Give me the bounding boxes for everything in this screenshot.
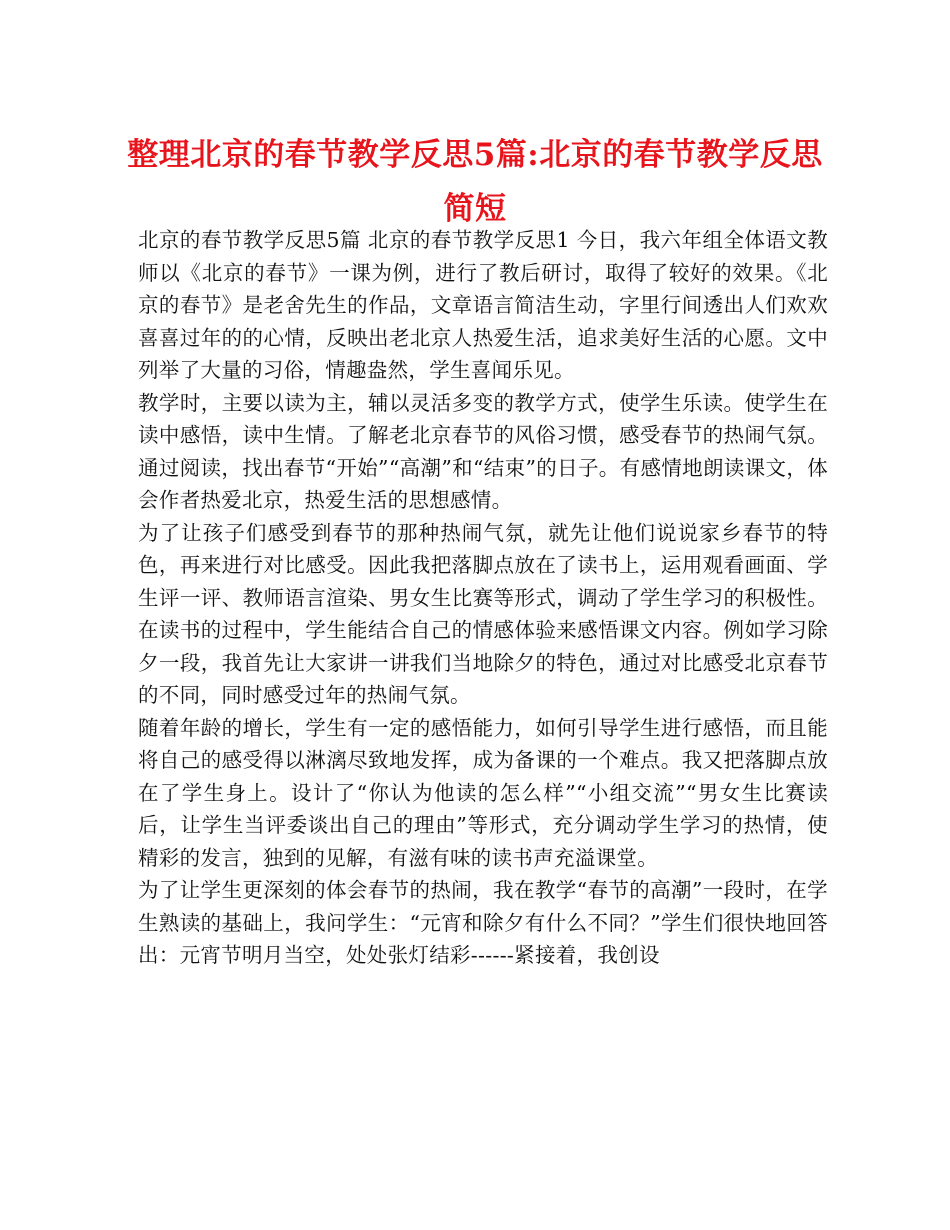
paragraph-1: 北京的春节教学反思5篇 北京的春节教学反思1 今日，我六年组全体语文教师以《北京的春节》一课为例，进行了教后研讨，取得了较好的效果。《北京的春节》是老舍先生的作品，文章语言简洁生动，字里行间透出人们欢欢喜喜过年的的心情，反映出老北京人热爱生活，追求美好生活的心愿。文中列举了大量的习俗，情趣盎然，学生喜闻乐见。 bbox=[138, 228, 828, 382]
paragraph-2: 教学时，主要以读为主，辅以灵活多变的教学方式，使学生乐读。使学生在读中感悟，读中生情。了解老北京春节的风俗习惯，感受春节的热闹气氛。通过阅读，找出春节“开始”“高潮”和“结束”的日子。有感情地朗读课文，体会作者热爱北京，热爱生活的思想感情。 bbox=[138, 390, 828, 512]
paragraph-5: 为了让学生更深刻的体会春节的热闹，我在教学“春节的高潮”一段时，在学生熟读的基础上，我问学生：“元宵和除夕有什么不同？”学生们很快地回答出：元宵节明月当空，处处张灯结彩------紧接着，我创设 bbox=[138, 878, 828, 967]
document-body bbox=[138, 224, 828, 972]
paragraph-4: 随着年龄的增长，学生有一定的感悟能力，如何引导学生进行感悟，而且能将自己的感受得以淋漓尽致地发挥，成为备课的一个难点。我又把落脚点放在了学生身上。设计了“你认为他读的怎么样”“小组交流”“男女生比赛读后，让学生当评委谈出自己的理由”等形式，充分调动学生学习的热情，使精彩的发言，独到的见解，有滋有味的读书声充溢课堂。 bbox=[138, 715, 828, 870]
paragraph-3: 为了让孩子们感受到春节的那种热闹气氛，就先让他们说说家乡春节的特色，再来进行对比感受。因此我把落脚点放在了读书上，运用观看画面、学生评一评、教师语言渲染、男女生比赛等形式，调动了学生学习的积极性。在读书的过程中，学生能结合自己的情感体验来感悟课文内容。例如学习除夕一段，我首先让大家讲一讲我们当地除夕的特色，通过对比感受北京春节的不同，同时感受过年的热闹气氛。 bbox=[138, 520, 828, 707]
document-title: 整理北京的春节教学反思5篇:北京的春节教学反思简短 bbox=[127, 137, 823, 227]
